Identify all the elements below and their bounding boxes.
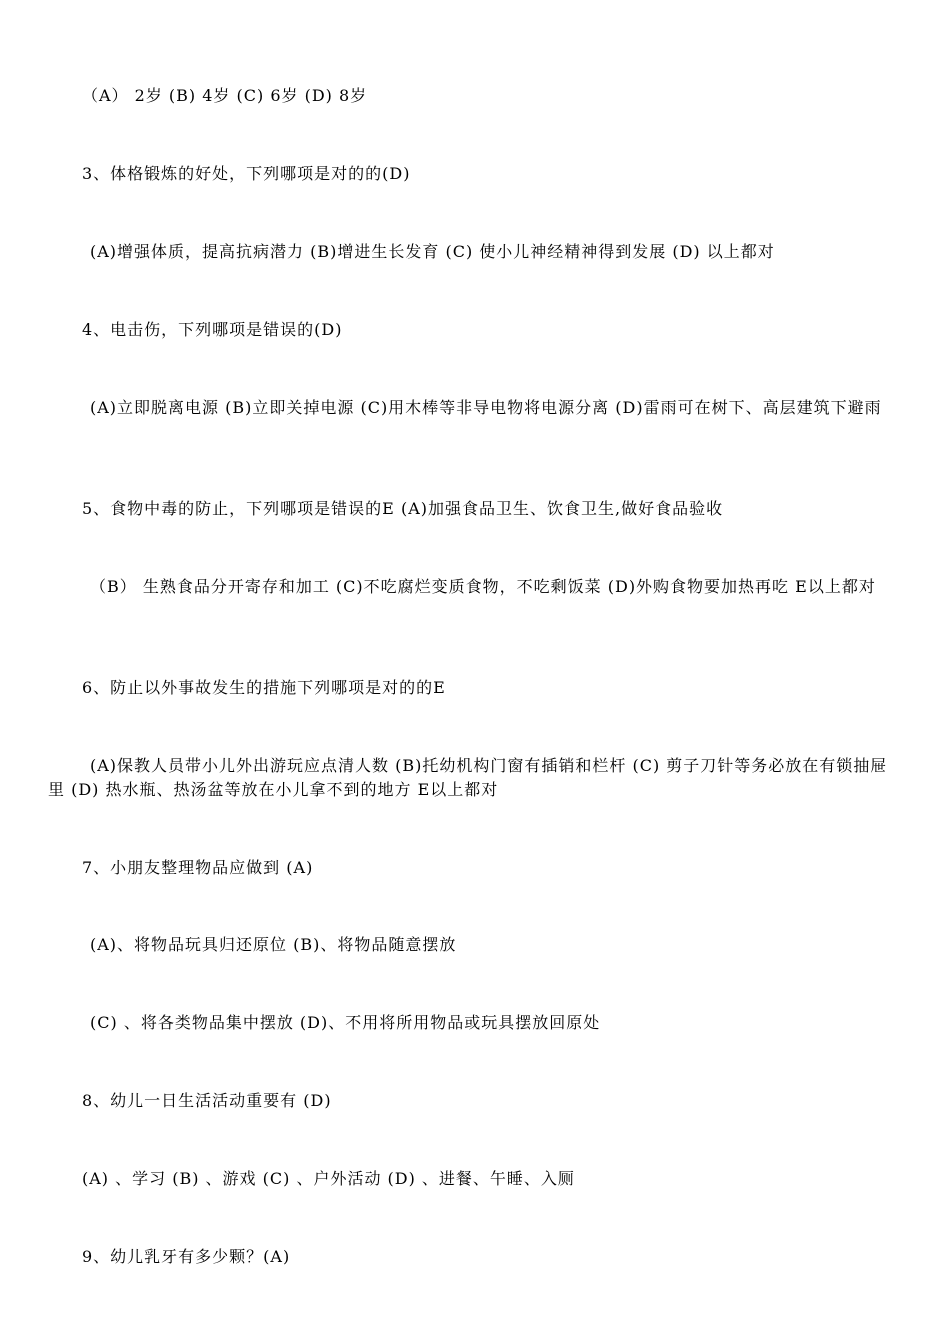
q4-options: (A)立即脱离电源 (B)立即关掉电源 (C)用木棒等非导电物将电源分离 (D)雷雨可在树下、高层建筑下避雨 bbox=[90, 398, 882, 417]
q7-question: 7、小朋友整理物品应做到 (A) bbox=[82, 858, 314, 877]
q3-options: (A)增强体质，提高抗病潜力 (B)增进生长发育 (C) 使小儿神经精神得到发展 (D) 以上都对 bbox=[90, 242, 775, 261]
q9-question: 9、幼儿乳牙有多少颗？(A) bbox=[82, 1247, 291, 1266]
q8-question: 8、幼儿一日生活活动重要有 (D) bbox=[82, 1091, 332, 1110]
q7-options-cd: (C) 、将各类物品集中摆放 (D)、不用将所用物品或玩具摆放回原处 bbox=[90, 1013, 601, 1032]
q5-options: （B） 生熟食品分开寄存和加工 (C)不吃腐烂变质食物，不吃剩饭菜 (D)外购食物要加热再吃 E以上都对 bbox=[90, 577, 876, 596]
q6-options: (A)保教人员带小儿外出游玩应点清人数 (B)托幼机构门窗有插销和栏杆 (C) 剪子刀针等务必放在有锁抽屉里 (D) 热水瓶、热汤盆等放在小儿拿不到的地方 E以上都对 bbox=[48, 756, 888, 799]
q3-question: 3、体格锻炼的好处，下列哪项是对的的(D) bbox=[82, 164, 411, 183]
q4-question: 4、电击伤，下列哪项是错误的(D) bbox=[82, 320, 343, 339]
q7-options-ab: (A)、将物品玩具归还原位 (B)、将物品随意摆放 bbox=[90, 935, 457, 954]
q5-question: 5、食物中毒的防止，下列哪项是错误的E (A)加强食品卫生、饮食卫生,做好食品验收 bbox=[82, 499, 724, 518]
q2-options: （A） 2岁 (B) 4岁 (C) 6岁 (D) 8岁 bbox=[82, 86, 368, 105]
q8-options: (A) 、学习 (B) 、游戏 (C) 、户外活动 (D) 、进餐、午睡、入厕 bbox=[82, 1169, 575, 1188]
q6-question: 6、防止以外事故发生的措施下列哪项是对的的E bbox=[82, 678, 446, 697]
